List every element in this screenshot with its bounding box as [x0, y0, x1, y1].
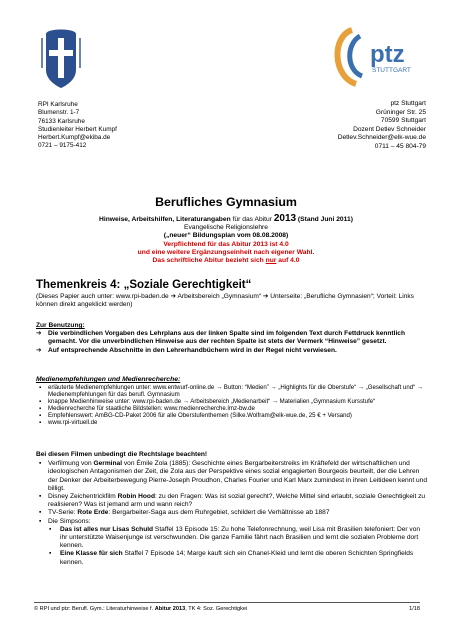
address-phone: 0721 – 9175-412	[38, 142, 87, 150]
media-heading: Medienempfehlungen und Medienrecherche:	[36, 376, 181, 383]
footer-text: © RPI und ptz: Berufl. Gym.: Literaturhinweise f.	[34, 606, 155, 612]
address-line: Grüninger Str. 25	[375, 108, 426, 116]
film-text: Disney Zeichentrickfilm	[48, 493, 118, 501]
list-item	[36, 384, 428, 398]
address-line: Blumenstr. 1-7	[38, 109, 80, 117]
address-line: Dozent Detlev Schneider	[353, 125, 426, 133]
mandatory-note-1: Verpflichtend für das Abitur 2013 ist 4.0	[163, 240, 289, 248]
address-email[interactable]: Herbert.Kumpf@ekiba.de	[38, 134, 111, 142]
svg-text:ptz: ptz	[370, 41, 405, 68]
bullet-icon: ▪	[39, 398, 42, 405]
theme-heading: Themenkreis 4: „Soziale Gerechtigkeit“	[36, 279, 252, 291]
subtitle-line-1	[20, 215, 432, 224]
subtitle-status: (Stand Juni 2011)	[296, 216, 353, 223]
film-title: Robin Hood	[117, 493, 155, 501]
mandatory-note-2: und eine weitere Ergänzungseinheit nach eigener Wahl.	[137, 248, 315, 256]
list-item	[36, 509, 428, 517]
list-item	[36, 398, 428, 405]
media-link-text[interactable]: Empfehlenswert: AmBG-CD-Paket 2006 für alle Oberstufenthemen (Silke.Wolfram@elk-wue.de, 25 € + Versand)	[48, 412, 352, 419]
film-title: Germinal	[93, 460, 123, 468]
address-line: Studienleiter Herbert Kumpf	[38, 125, 117, 133]
list-item	[36, 412, 428, 419]
film-text: von Émile Zola (1885): Geschichte eines Bergarbeiterstreiks im Kräftefeld der wirtschaftlichen und ideologischen Antagonismen der Zeit, die Zola aus der Perspektive eines sozial engagierten Bourgeois beurteilt, der die Lehren der Denker der Arbeiterbewegung Pierre-Joseph Proudhon, Charles Fourier und Karl Marx zumindest in ihren Leitideen kennt und billigt.	[48, 460, 427, 492]
bullet-icon: ▪	[49, 525, 52, 533]
media-link-text[interactable]: www.rpi-virtuell.de	[48, 419, 98, 426]
bullet-icon: ▪	[49, 550, 52, 558]
arrow-right-icon: ➔	[36, 330, 42, 338]
svg-text:STUTTGART: STUTTGART	[372, 67, 411, 74]
list-item	[36, 518, 428, 526]
media-section	[36, 376, 428, 426]
footer-text: , TK 4: Soz. Gerechtigkei	[185, 606, 248, 612]
address-line: 70599 Stuttgart	[380, 117, 426, 125]
sub-list-item	[36, 550, 428, 566]
footer-bold: Abitur 2013	[154, 606, 186, 612]
list-item	[36, 493, 428, 509]
page-title: Berufliches Gymnasium	[155, 195, 297, 209]
subtitle-line-3: („neuer“ Bildungsplan vom 08.08.2008)	[163, 232, 289, 240]
bullet-icon: ▪	[39, 493, 42, 501]
usage-text: Die verbindlichen Vorgaben des Lehrplans aus der linken Spalte sind im folgenden Text durch Fettdruck kenntlich gemacht. Vor die unverbindlichen Hinweise aus der rechten Spalte ist stets der Vermerk “Hinweise” gesetzt.	[48, 330, 405, 346]
theme-note	[36, 293, 426, 309]
footer-divider	[34, 602, 420, 603]
note-underlined: nur	[265, 257, 277, 265]
subtitle-line-2: Evangelische Religionslehre	[183, 224, 268, 232]
rpi-cross-logo	[36, 24, 86, 90]
usage-section	[36, 322, 426, 355]
address-line: ptz Stuttgart	[390, 100, 426, 107]
bullet-icon: ▪	[39, 419, 42, 426]
media-link-text[interactable]: erläuterte Medienempfehlungen unter: www.entwurf-online.de → Button: “Medien” → „Highlights für die Oberstufe“ → „Gesellschaft und“ → Medienempfehlungen für das berufl. Gymnasium	[48, 384, 423, 398]
episode-text: Staffel 7 Episode 14; Marge kauft sich ein Chanel-Kleid und lernt die oberen Schichten Springfields kennen.	[60, 550, 414, 566]
usage-heading: Zur Benutzung:	[36, 322, 85, 329]
bullet-icon: ▪	[39, 405, 42, 412]
bullet-icon: ▪	[39, 517, 42, 525]
list-item	[36, 405, 428, 412]
address-line: RPI Karlsruhe	[38, 101, 78, 108]
sub-list-item	[36, 526, 428, 551]
film-text: TV-Serie:	[48, 509, 78, 517]
address-email[interactable]: Detlev.Schneider@elk-wue.de	[337, 134, 426, 142]
episode-text: Staffel 13 Episode 15: Zu hohe Telefonrechnung, weil Lisa mit Brasilien telefoniert: Der von ihr unterstützte Waisenjunge ist verschwunden. Die ganze Familie fährt nach Brasilien und lernt die sozialen Probleme dort kennen.	[60, 525, 421, 550]
list-item	[36, 460, 428, 493]
subtitle-bold: Hinweise, Arbeitshilfen, Literaturangaben	[99, 216, 231, 223]
usage-item	[36, 347, 426, 355]
episode-title: Das ist alles nur Lisas Schuld	[60, 525, 154, 533]
film-text: Verfilmung von	[48, 460, 94, 468]
episode-title: Eine Klasse für sich	[60, 550, 123, 558]
film-title: Rote Erde	[77, 509, 109, 517]
address-right	[338, 100, 426, 152]
note-text: Unterseite: „Berufliche	[270, 293, 336, 300]
ptz-logo	[330, 26, 426, 88]
note-text: Das schriftliche Abitur bezieht sich	[152, 257, 266, 265]
bullet-icon: ▪	[39, 412, 42, 419]
address-phone: 0711 – 45 804-79	[374, 142, 426, 150]
abitur-year: 2013	[273, 213, 297, 224]
list-item	[36, 419, 428, 426]
usage-item	[36, 330, 426, 346]
note-text: auf 4.0	[276, 257, 300, 265]
subtitle-block	[20, 215, 432, 265]
mandatory-note-3	[20, 257, 432, 265]
address-line: 76133 Karlsruhe	[38, 117, 85, 125]
note-text: Gymnasien“; Vorteil: Links können direkt angeklickt werden)	[36, 293, 414, 309]
bullet-icon: ▪	[39, 460, 42, 468]
address-left	[38, 101, 117, 151]
page-footer	[34, 606, 420, 612]
media-link-text[interactable]: Medienrecherche für staatliche Bildstellen: www.medienrecherche.lmz-bw.de	[48, 405, 255, 412]
bullet-icon: ▪	[39, 509, 42, 517]
note-text: Arbeitsbereich „Gymnasium“	[177, 293, 262, 300]
usage-text: Auf entsprechende Abschnitte in den Lehrerhandbüchern wird in der Regel nicht verwiesen.	[48, 346, 337, 354]
arrow-right-icon: ➔	[36, 346, 42, 354]
arrow-right-icon: ➔	[170, 293, 177, 300]
film-text: Die Simpsons:	[48, 517, 91, 525]
films-section	[36, 451, 428, 567]
subtitle-text: für das Abitur	[230, 216, 274, 223]
page-number: 1/18	[409, 606, 420, 612]
bullet-icon: ▪	[39, 384, 42, 391]
note-text: (Dieses Papier auch unter: www.rpi-baden.de	[36, 293, 169, 300]
arrow-right-icon: ➔	[262, 293, 269, 300]
media-link-text[interactable]: knappe Medienhinweise unter: www.rpi-baden.de → Arbeitsbereich „Medienarbeit“ → Materialien „Gymnasium Kursstufe“	[48, 398, 376, 405]
film-text: : Bergarbeiter-Saga aus dem Ruhrgebiet, schildert die Verhältnisse ab 1887	[108, 509, 330, 517]
film-text: : zu den Fragen: Was ist sozial gerecht?, Welche Mittel sind erlaubt, soziale Gerechtigkeit zu realisieren? Was ist jemand arm und wann reich?	[48, 493, 426, 509]
films-heading: Bei diesen Filmen unbedingt die Rechtslage beachten!	[36, 451, 208, 458]
